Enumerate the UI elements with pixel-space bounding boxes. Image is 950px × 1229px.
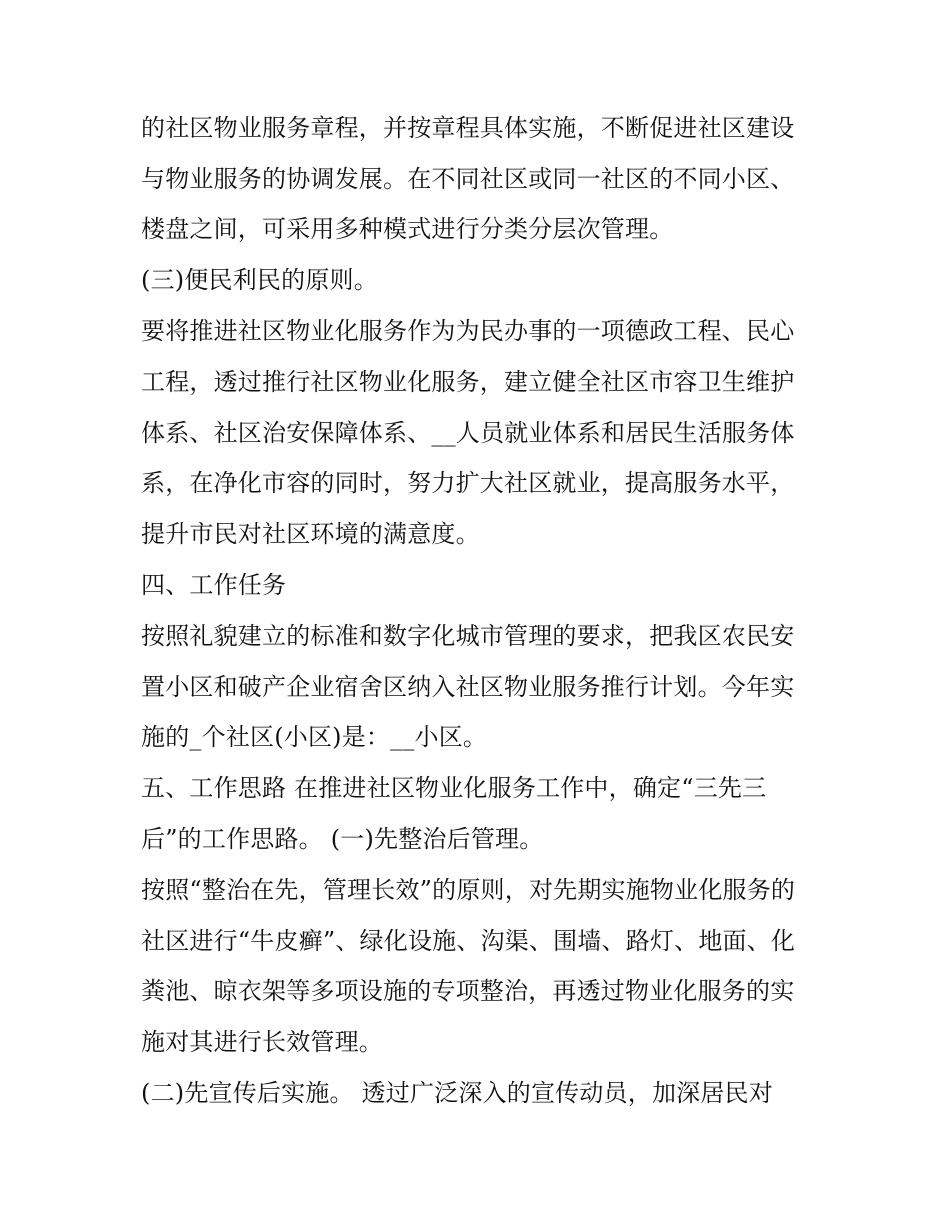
text-line-8: 系，在净化市容的同时，努力扩大社区就业，提高服务水平，	[141, 469, 795, 497]
text-line-2: 与物业服务的协调发展。在不同社区或同一社区的不同小区、	[141, 165, 795, 193]
text-line-1: 的社区物业服务章程，并按章程具体实施，不断促进社区建设	[141, 114, 795, 142]
text-line-15: 后”的工作思路。 (一)先整治后管理。	[141, 825, 544, 853]
text-line-9: 提升市民对社区环境的满意度。	[141, 520, 480, 548]
text-line-3: 楼盘之间，可采用多种模式进行分类分层次管理。	[141, 215, 674, 243]
section-heading-4: 四、工作任务	[141, 571, 287, 599]
text-line-13: 施的_个社区(小区)是：__小区。	[141, 723, 488, 751]
text-line-12: 置小区和破产企业宿舍区纳入社区物业服务推行计划。今年实	[141, 673, 795, 701]
text-line-20: (二)先宣传后实施。 透过广泛深入的宣传动员，加深居民对	[141, 1079, 773, 1107]
section-heading-3: (三)便民利民的原则。	[141, 266, 378, 294]
text-line-6: 工程，透过推行社区物业化服务，建立健全社区市容卫生维护	[141, 368, 795, 396]
text-line-16: 按照“整治在先，管理长效”的原则，对先期实施物业化服务的	[141, 876, 796, 904]
text-line-17: 社区进行“牛皮癣”、绿化设施、沟渠、围墙、路灯、地面、化	[141, 927, 796, 955]
text-line-11: 按照礼貌建立的标准和数字化城市管理的要求，把我区农民安	[141, 622, 795, 650]
text-line-18: 粪池、晾衣架等多项设施的专项整治，再透过物业化服务的实	[141, 977, 795, 1005]
text-line-19: 施对其进行长效管理。	[141, 1028, 383, 1056]
text-line-7: 体系、社区治安保障体系、__人员就业体系和居民生活服务体	[141, 419, 795, 447]
text-line-5: 要将推进社区物业化服务作为为民办事的一项德政工程、民心	[141, 317, 795, 345]
section-heading-5: 五、工作思路 在推进社区物业化服务工作中，确定“三先三	[141, 774, 767, 802]
